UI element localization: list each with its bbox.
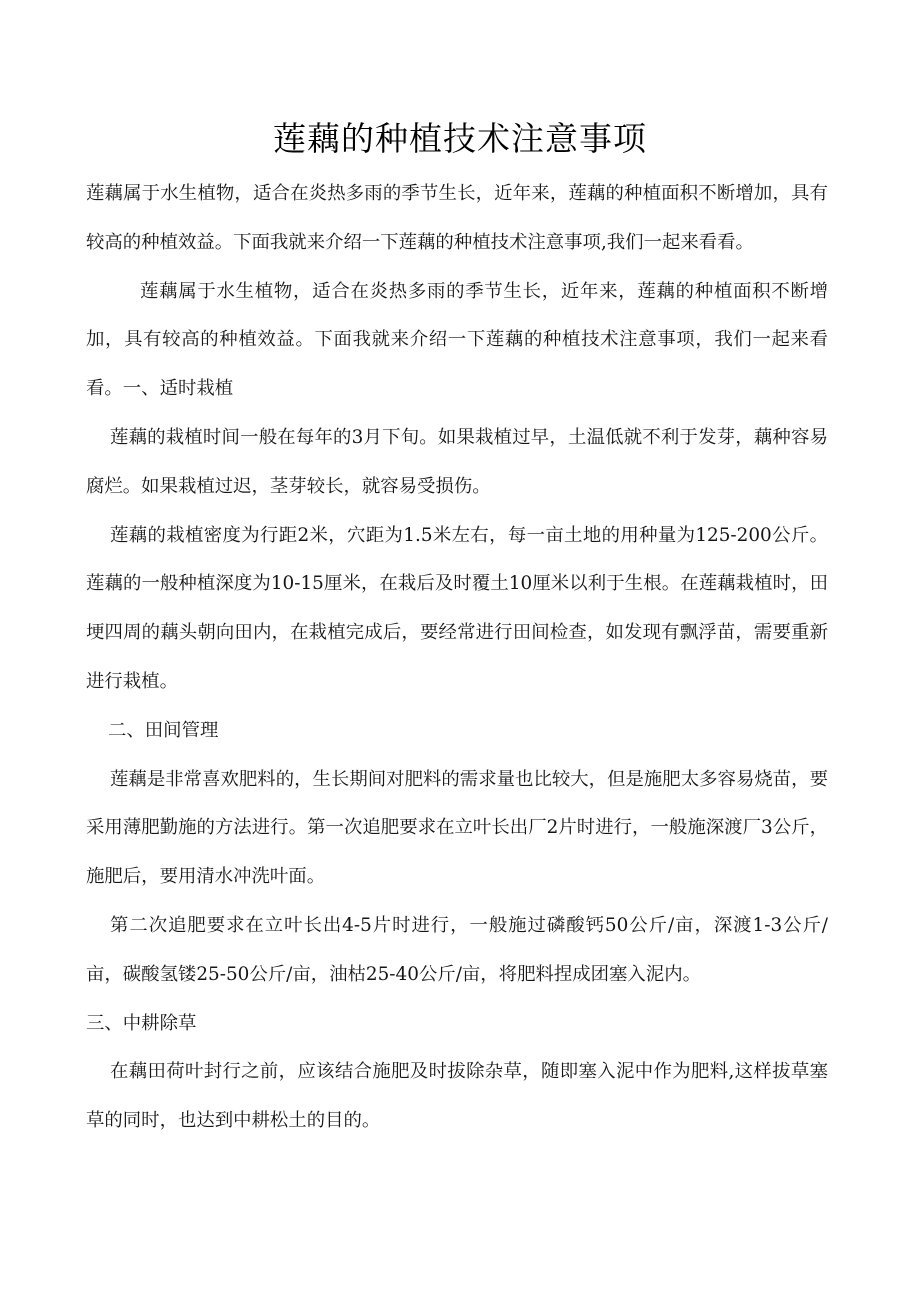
intro-repeat-paragraph: 莲藕属于水生植物，适合在炎热多雨的季节生长，近年来，莲藕的种植面积不断增加，具有较高的种植效益。下面我就来介绍一下莲藕的种植技术注意事项，我们一起来看看。一、适时栽植: [86, 280, 828, 400]
weeding-paragraph: 在藕田荷叶封行之前，应该结合施肥及时拔除杂草，随即塞入泥中作为肥料,这样拔草塞草的同时，也达到中耕松土的目的。: [86, 1061, 828, 1132]
section-heading-weeding: 三、中耕除草: [86, 1012, 197, 1034]
planting-time-paragraph: 莲藕的栽植时间一般在每年的3月下旬。如果栽植过早，土温低就不利于发芽，藕种容易腐烂。如果栽植过迟，茎芽较长，就容易受损伤。: [86, 426, 828, 497]
fertilizer-second-paragraph: 第二次追肥要求在立叶长出4-5片时进行，一般施过磷酸钙50公斤/亩，深渡1-3公斤/亩，碳酸氢镂25-50公斤/亩，油枯25-40公斤/亩，将肥料捏成团塞入泥内。: [86, 914, 828, 985]
document-title: 莲藕的种植技术注意事项: [273, 119, 647, 158]
intro-paragraph: 莲藕属于水生植物，适合在炎热多雨的季节生长，近年来，莲藕的种植面积不断增加，具有较高的种植效益。下面我就来介绍一下莲藕的种植技术注意事项,我们一起来看看。: [86, 183, 828, 253]
document-body: [86, 170, 828, 1146]
section-heading-field-management: 二、田间管理: [108, 719, 219, 741]
fertilizer-first-paragraph: 莲藕是非常喜欢肥料的，生长期间对肥料的需求量也比较大，但是施肥太多容易烧苗，要采用薄肥勤施的方法进行。第一次追肥要求在立叶长出厂2片时进行，一般施深渡厂3公斤，施肥后，要用清水冲洗叶面。: [86, 768, 828, 888]
planting-density-paragraph: 莲藕的栽植密度为行距2米，穴距为1.5米左右，每一亩土地的用种量为125-200公斤。莲藕的一般种植深度为10-15厘米，在栽后及时覆土10厘米以利于生根。在莲藕栽植时，田埂四周的藕头朝向田内，在栽植完成后，要经常进行田间检查，如发现有飘浮苗，需要重新进行栽植。: [86, 524, 828, 692]
